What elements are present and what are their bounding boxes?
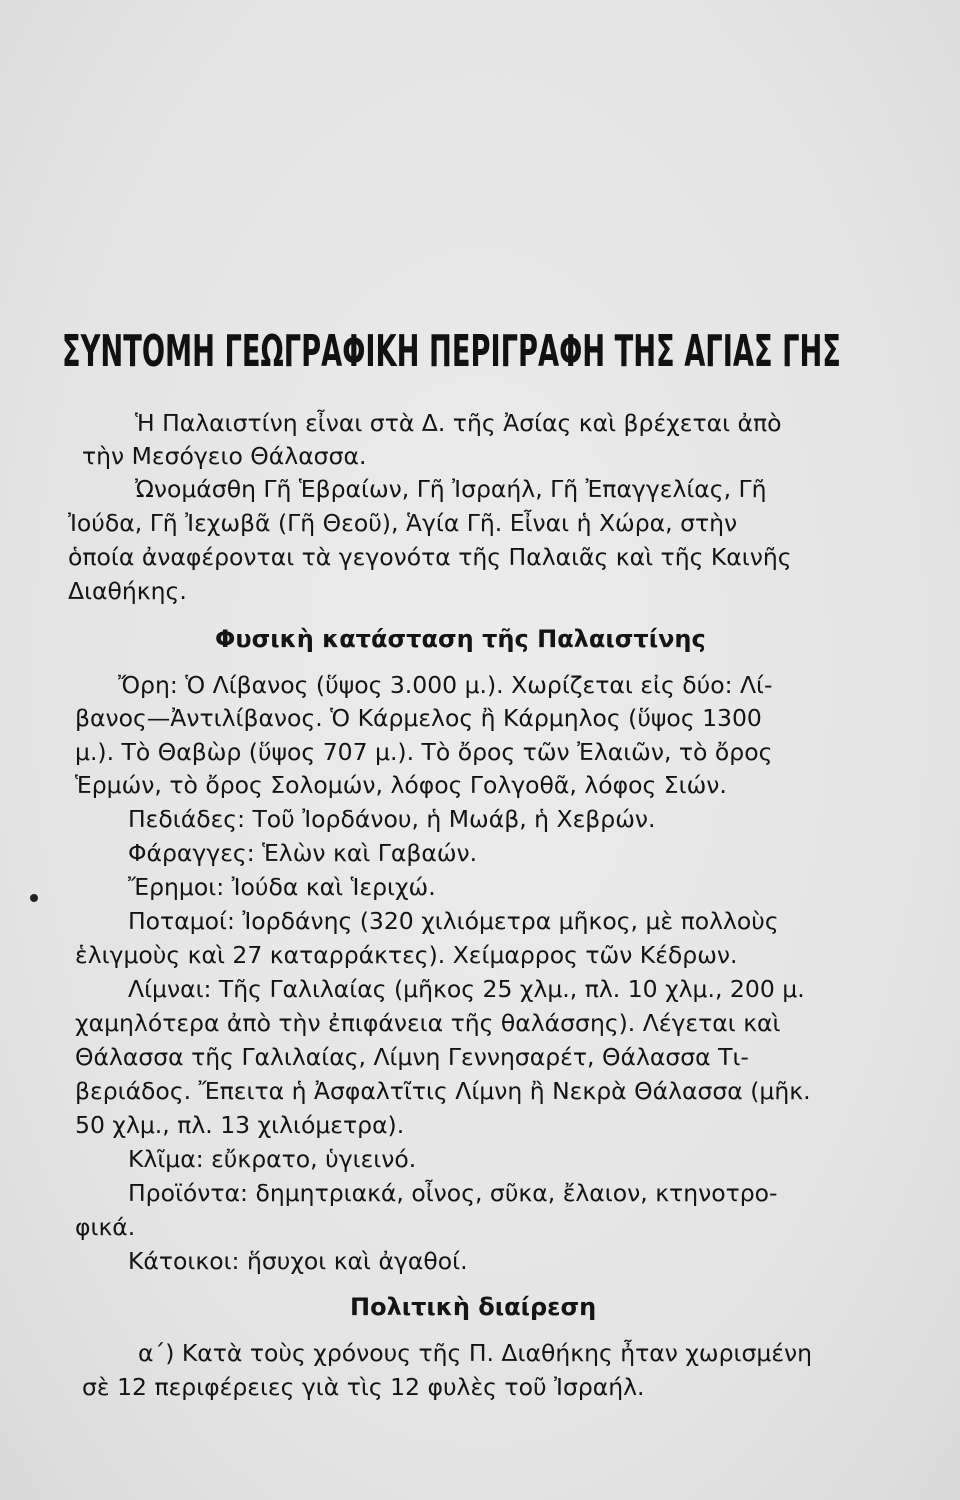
section-heading-political: Πολιτικὴ διαίρεση [350,1293,597,1321]
text-line: βανος—Ἀντιλίβανος. Ὁ Κάρμελος ἢ Κάρμηλος (ὕψος 1300 [75,704,762,732]
text-line: Ἡ Παλαιστίνη εἶναι στὰ Δ. τῆς Ἀσίας καὶ βρέχεται ἀπὸ [135,409,782,437]
text-line: ὁποία ἀναφέρονται τὰ γεγονότα τῆς Παλαιᾶς καὶ τῆς Καινῆς [68,543,792,571]
text-line: τὴν Μεσόγειο Θάλασσα. [82,442,367,470]
text-line: Διαθήκης. [68,577,187,605]
text-line: Πεδιάδες: Τοῦ Ἰορδάνου, ἡ Μωάβ, ἡ Χεβρών. [128,805,656,833]
text-line: Φάραγγες: Ἑλὼν καὶ Γαβαών. [128,839,478,867]
text-line: Θάλασσα τῆς Γαλιλαίας, Λίμνη Γεννησαρέτ, Θάλασσα Τι- [75,1043,749,1071]
section-heading-physical: Φυσικὴ κατάσταση τῆς Παλαιστίνης [215,625,706,653]
text-line: Ἑρμών, τὸ ὄρος Σολομών, λόφος Γολγοθᾶ, λόφος Σιών. [75,771,727,799]
margin-dot [30,894,38,902]
text-line: Κάτοικοι: ἥσυχοι καὶ ἀγαθοί. [128,1247,468,1275]
text-line: α΄) Κατὰ τοὺς χρόνους τῆς Π. Διαθήκης ἦταν χωρισμένη [138,1339,813,1367]
text-line: 50 χλμ., πλ. 13 χιλιόμετρα). [75,1111,405,1139]
text-line: Ἔρημοι: Ἰούδα καὶ Ἱεριχώ. [128,873,436,901]
text-line: Ὠνομάσθη Γῆ Ἑβραίων, Γῆ Ἰσραήλ, Γῆ Ἐπαγγελίας, Γῆ [135,475,767,503]
text-line: μ.). Τὸ Θαβὼρ (ὕψος 707 μ.). Τὸ ὄρος τῶν Ἐλαιῶν, τὸ ὄρος [75,738,773,766]
text-line: Κλῖμα: εὔκρατο, ὑγιεινό. [128,1145,417,1173]
text-line: ἑλιγμοὺς καὶ 27 καταρράκτες). Χείμαρρος τῶν Κέδρων. [75,941,738,969]
text-line: σὲ 12 περιφέρειες γιὰ τὶς 12 φυλὲς τοῦ Ἰσραήλ. [82,1373,645,1401]
text-line: Ὄρη: Ὁ Λίβανος (ὕψος 3.000 μ.). Χωρίζεται εἰς δύο: Λί- [118,671,773,699]
text-line: φικά. [75,1213,136,1241]
text-line: Λίμναι: Τῆς Γαλιλαίας (μῆκος 25 χλμ., πλ. 10 χλμ., 200 μ. [128,975,805,1003]
text-line: Προϊόντα: δημητριακά, οἶνος, σῦκα, ἔλαιον, κτηνοτρο- [128,1179,778,1207]
text-line: βεριάδος. Ἔπειτα ἡ Ἀσφαλτῖτις Λίμνη ἢ Νεκρὰ Θάλασσα (μῆκ. [75,1077,811,1105]
text-line: Ποταμοί: Ἰορδάνης (320 χιλιόμετρα μῆκος, μὲ πολλοὺς [128,907,779,935]
page-title: ΣΥΝΤΟΜΗ ΓΕΩΓΡΑΦΙΚΗ ΠΕΡΙΓΡΑΦΗ ΤΗΣ ΑΓΙΑΣ ΓΗΣ [62,326,841,377]
text-line: Ἰούδα, Γῆ Ἰεχωβᾶ (Γῆ Θεοῦ), Ἁγία Γῆ. Εἶναι ἡ Χώρα, στὴν [68,509,738,537]
text-line: χαμηλότερα ἀπὸ τὴν ἐπιφάνεια τῆς θαλάσσης). Λέγεται καὶ [75,1009,781,1037]
